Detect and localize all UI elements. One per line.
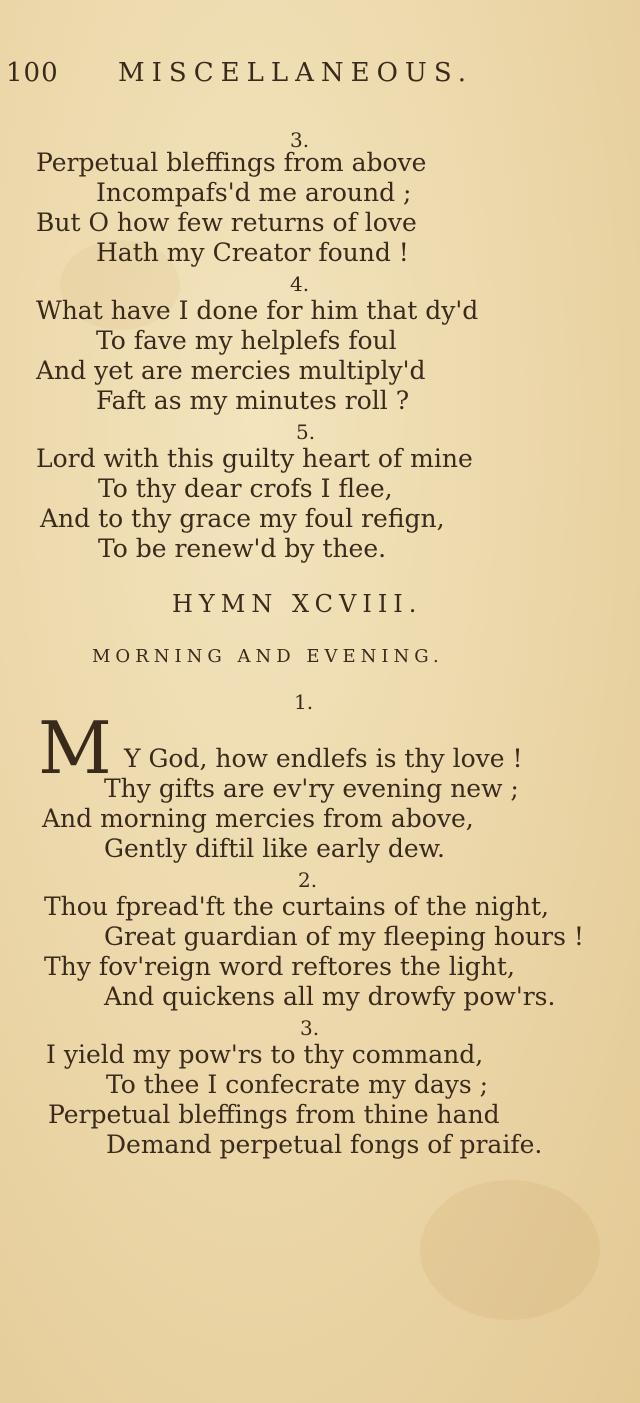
verse-line: Great guardian of my fleeping hours ! (104, 922, 584, 951)
stanza-number: 3. (300, 1016, 320, 1040)
verse-line: Lord with this guilty heart of mine (36, 444, 473, 473)
verse-line: And quickens all my drowfy pow'rs. (104, 982, 556, 1011)
verse-line: Incompafs'd me around ; (96, 178, 412, 207)
drop-cap: M (38, 706, 112, 790)
running-title: MISCELLANEOUS. (118, 58, 473, 88)
verse-line: Faft as my minutes roll ? (96, 386, 410, 415)
verse-line: To thy dear crofs I flee, (98, 474, 393, 503)
hymn-subtitle: MORNING AND EVENING. (92, 646, 444, 667)
verse-line: Y God, how endlefs is thy love ! (124, 744, 523, 773)
verse-line: I yield my pow'rs to thy command, (46, 1040, 484, 1069)
verse-line: Gently diftil like early dew. (104, 834, 445, 863)
verse-line: But O how few returns of love (36, 208, 417, 237)
paper-stain (420, 1180, 600, 1320)
verse-line: Demand perpetual fongs of praife. (106, 1130, 543, 1159)
verse-line: What have I done for him that dy'd (36, 296, 479, 325)
stanza-number: 2. (298, 868, 318, 892)
hymn-title: HYMN XCVIII. (172, 590, 423, 618)
verse-line: Thy gifts are ev'ry evening new ; (104, 774, 519, 803)
verse-line: And yet are mercies multiply'd (36, 356, 426, 385)
verse-line: To thee I confecrate my days ; (106, 1070, 489, 1099)
stanza-number: 1. (294, 690, 314, 714)
verse-line: Perpetual bleffings from above (36, 148, 427, 177)
stanza-number: 4. (290, 272, 310, 296)
verse-line: Hath my Creator found ! (96, 238, 409, 267)
stanza-number: 3. (290, 128, 310, 152)
verse-line: And to thy grace my foul refign, (40, 504, 445, 533)
page-number: 100 (6, 58, 59, 88)
verse-line: To fave my helplefs foul (96, 326, 397, 355)
verse-line: To be renew'd by thee. (98, 534, 387, 563)
stanza-number: 5. (296, 420, 316, 444)
verse-line: Perpetual bleffings from thine hand (48, 1100, 500, 1129)
verse-line: Thou fpread'ft the curtains of the night, (44, 892, 550, 921)
verse-line: And morning mercies from above, (42, 804, 474, 833)
verse-line: Thy fov'reign word reftores the light, (44, 952, 515, 981)
page-header (0, 52, 640, 92)
